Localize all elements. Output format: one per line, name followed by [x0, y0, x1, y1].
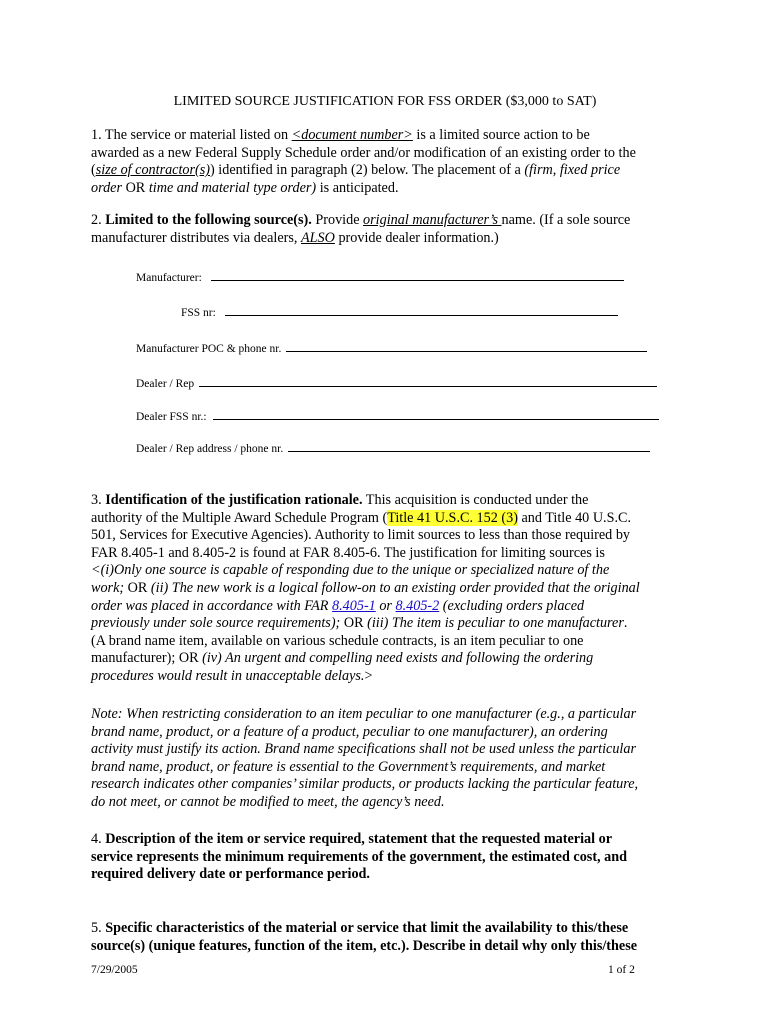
section-1-line-4: [91, 180, 691, 198]
text: (ii) The new work is a logical follow-on to an existing order provided that the original: [150, 579, 640, 596]
footer-page-number: 1 of 2: [608, 964, 635, 976]
dealer-address-row: [136, 440, 650, 455]
fss-label: FSS nr:: [181, 307, 216, 319]
text: order was placed in accordance with FAR: [91, 597, 333, 614]
text: >: [364, 667, 373, 684]
section-3-line-9: (A brand name item, available on various schedule contracts, is an item peculiar to one: [91, 632, 584, 649]
section-5: [91, 920, 691, 955]
section-3-line-6: [91, 580, 691, 598]
text: or: [375, 597, 396, 614]
poc-row: [136, 340, 647, 355]
section-3-line-2: [91, 510, 691, 528]
fss-number-field[interactable]: [225, 304, 618, 316]
section-3-line-3: 501, Services for Executive Agencies). Authority to limit sources to less than those required by: [91, 527, 631, 544]
far-8-405-1-link[interactable]: 8.405-1: [332, 597, 376, 614]
section-4-line-1: [91, 831, 691, 849]
text: 2.: [91, 212, 106, 228]
text: is anticipated.: [316, 179, 399, 196]
section-3-line-4: FAR 8.405-1 and 8.405-2 is found at FAR 8.405-6. The justification for limiting sources is: [91, 544, 605, 561]
document-number-placeholder: <document number>: [291, 127, 413, 143]
contractor-size-placeholder: size of contractor(s): [95, 162, 211, 179]
section-2: [91, 212, 691, 247]
note-paragraph: [91, 706, 691, 812]
text: and Title 40 U.S.C.: [517, 509, 632, 526]
text: 3.: [91, 492, 106, 508]
section-2-line-1: [91, 212, 691, 230]
text: source(s) (unique features, function of the item, etc.). Describe in detail why only this/these: [91, 937, 638, 954]
section-3-line-8: [91, 615, 691, 633]
text: (excluding orders placed: [439, 597, 585, 614]
text: (firm, fixed price: [524, 162, 621, 179]
dealer-fss-field[interactable]: [213, 408, 659, 420]
text: is a limited source action to be: [412, 127, 590, 143]
note-line-4: brand name, product, or feature is essential to the Government’s requirements, and market: [91, 758, 606, 775]
text: (iv) An urgent and compelling need exists and following the ordering: [202, 650, 594, 667]
section-3-line-10: [91, 650, 691, 668]
manufacturer-label: Manufacturer:: [136, 272, 202, 284]
dealer-row: [136, 375, 657, 390]
text: 5.: [91, 920, 106, 936]
poc-label: Manufacturer POC & phone nr.: [136, 343, 282, 355]
text: This acquisition is conducted under the: [362, 492, 589, 508]
text: Provide: [311, 212, 364, 228]
text: OR: [124, 579, 151, 596]
dealer-address-label: Dealer / Rep address / phone nr.: [136, 443, 284, 455]
text: authority of the Multiple Award Schedule Program (: [91, 509, 388, 526]
section-3-line-7: [91, 598, 691, 616]
section-5-heading: Specific characteristics of the material or service that limit the availability to this/these: [105, 920, 629, 936]
section-4-line-3: [91, 866, 691, 884]
dealer-fss-label: Dealer FSS nr.:: [136, 411, 207, 423]
text: order: [91, 179, 123, 196]
text: manufacturer distributes via dealers,: [91, 229, 301, 246]
dealer-fss-row: [136, 408, 659, 423]
text: 4.: [91, 831, 106, 847]
text: OR: [122, 179, 149, 196]
manufacturer-row: [136, 269, 624, 284]
text: (iii) The item is peculiar to one manufacturer: [367, 615, 624, 632]
section-4: [91, 831, 691, 884]
section-4-heading: Description of the item or service required, statement that the requested material or: [105, 831, 613, 847]
text: .: [623, 615, 628, 632]
section-1-line-1: [91, 127, 691, 145]
text: 1. The service or material listed on: [91, 127, 292, 143]
section-1-line-3: [91, 162, 691, 180]
section-1: [91, 127, 691, 197]
text: OR: [340, 615, 368, 632]
text: work;: [91, 579, 125, 596]
text: service represents the minimum requirements of the government, the estimated cost, and: [91, 848, 628, 865]
footer-date: 7/29/2005: [91, 964, 138, 976]
section-2-line-2: [91, 230, 691, 248]
section-3-heading: Identification of the justification rationale.: [105, 492, 363, 508]
section-5-line-2: [91, 938, 691, 956]
section-5-line-1: [91, 920, 691, 938]
text: required delivery date or performance period.: [91, 866, 370, 883]
note-line-2: brand name, product, or a feature of a product, peculiar to one manufacturer), an ordering: [91, 723, 608, 740]
note-line-5: research indicates other companies’ similar products, or products lacking the particular feature,: [91, 776, 639, 793]
dealer-label: Dealer / Rep: [136, 378, 195, 390]
note-line-3: activity must justify its action. Brand name specifications shall not be used unless the particular: [91, 741, 636, 758]
text: ): [210, 162, 215, 179]
section-3-line-1: [91, 492, 691, 510]
page-title: LIMITED SOURCE JUSTIFICATION FOR FSS ORDER ($3,000 to SAT): [173, 94, 597, 109]
text: ALSO: [300, 229, 335, 246]
highlighted-citation: Title 41 U.S.C. 152 (3): [387, 509, 518, 526]
section-1-line-2: awarded as a new Federal Supply Schedule order and/or modification of an existing order to the: [91, 144, 636, 161]
text: name. (If a sole source: [501, 212, 631, 228]
text: previously under sole source requirements);: [91, 615, 341, 632]
note-line-1: Note: When restricting consideration to an item peculiar to one manufacturer (e.g., a particular: [91, 706, 637, 722]
section-3-line-11: [91, 668, 691, 686]
manufacturer-field[interactable]: [211, 269, 624, 281]
section-3-line-5: <(i)Only one source is capable of responding due to the unique or specialized nature of the: [91, 562, 610, 579]
section-4-line-2: [91, 849, 691, 867]
text: manufacturer); OR: [91, 650, 203, 667]
section-3: [91, 492, 691, 686]
text: (: [91, 162, 96, 179]
text: original manufacturer’s: [363, 212, 502, 228]
note-line-6: do not meet, or cannot be modified to meet, the agency’s need.: [91, 793, 445, 810]
text: procedures would result in unacceptable delays.: [91, 667, 365, 684]
text: identified in paragraph (2) below. The placement of a: [214, 162, 525, 179]
text: time and material type order): [148, 179, 317, 196]
dealer-address-field[interactable]: [288, 440, 650, 452]
dealer-field[interactable]: [199, 375, 657, 387]
fss-row: [181, 304, 618, 319]
section-2-heading: Limited to the following source(s).: [105, 212, 312, 228]
text: provide dealer information.): [334, 229, 499, 246]
far-8-405-2-link[interactable]: 8.405-2: [395, 597, 440, 614]
poc-phone-field[interactable]: [286, 340, 647, 352]
